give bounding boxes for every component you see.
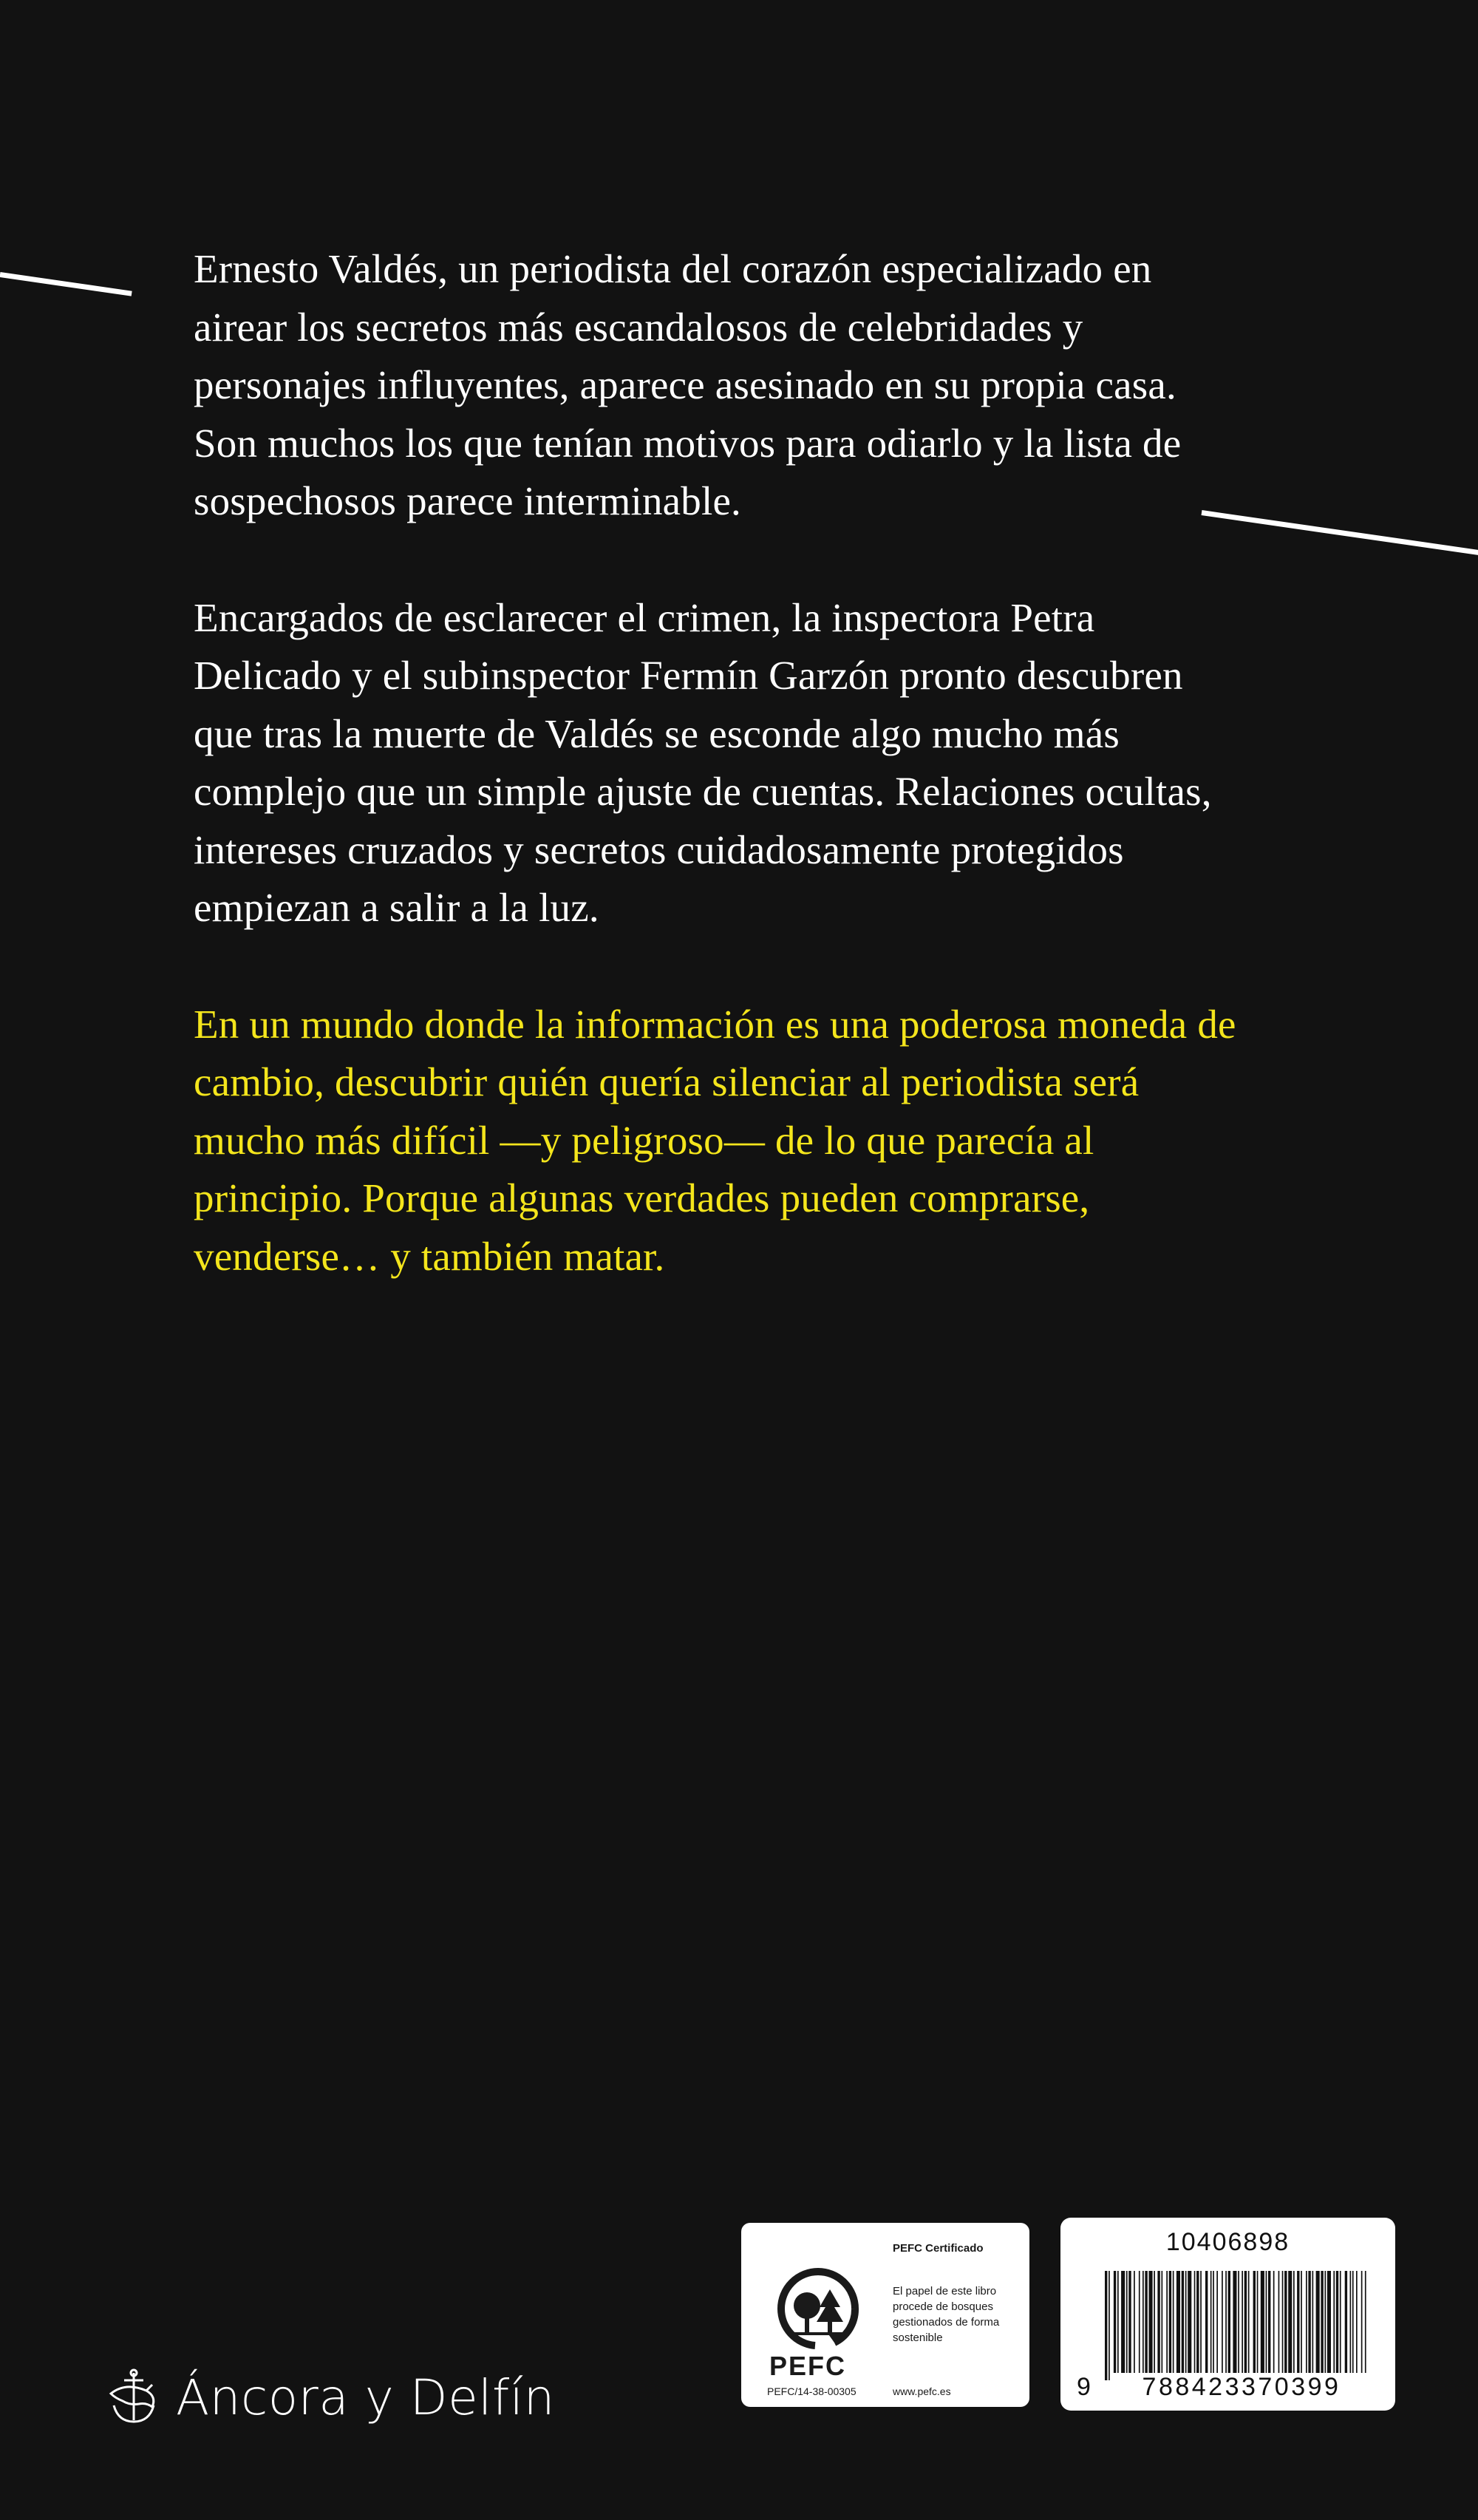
barcode-bar [1301,2271,1302,2380]
barcode-bar [1242,2271,1243,2380]
barcode-bar [1238,2271,1239,2380]
blurb-paragraph-3: En un mundo donde la información es una poderosa moneda de cambio, descubrir quién quería silenciar al periodista será mucho más difícil —y peligroso— de lo que parecía al principio. Porque algunas verdades pueden comprarse, venderse… y también matar. [194,1001,1236,1279]
barcode-bar [1117,2271,1119,2380]
barcode-bar [1282,2271,1284,2380]
barcode-bar [1162,2271,1163,2380]
barcode-bar [1188,2271,1191,2380]
barcode-bar [1306,2271,1307,2380]
publisher-name: Áncora y Delfín [176,2368,555,2426]
barcode-bar [1216,2271,1218,2380]
barcode-bar [1308,2271,1310,2380]
decorative-slash-left [0,272,132,296]
barcode-bar [1336,2271,1338,2380]
barcode-bar [1333,2271,1335,2380]
pefc-code: PEFC/14-38-00305 [767,2385,857,2397]
barcode-first-digit: 9 [1077,2373,1091,2401]
barcode-bar [1157,2271,1159,2380]
barcode-bar [1261,2271,1264,2380]
barcode-bar [1176,2271,1180,2380]
barcode-bar [1350,2271,1352,2380]
back-cover-blurb [194,240,1243,1286]
barcode-bar [1352,2271,1354,2380]
barcode-bar [1222,2271,1223,2380]
barcode-digits: 788423370399 [1112,2373,1371,2401]
barcode-bar [1316,2271,1320,2380]
barcode-bar [1244,2271,1247,2380]
barcode-bar [1166,2271,1168,2380]
barcode-bar [1200,2271,1202,2380]
barcode-bar [1361,2271,1363,2380]
barcode-bar [1273,2271,1275,2380]
barcode-bar [1253,2271,1256,2380]
barcode-bar [1149,2271,1153,2380]
barcode-bar [1128,2271,1131,2380]
barcode-bar [1268,2271,1270,2380]
barcode-bar [1173,2271,1174,2380]
barcode-bar [1233,2271,1236,2380]
barcode-bar [1108,2271,1110,2380]
barcode-bar [1182,2271,1184,2380]
blurb-paragraph-2: Encargados de esclarecer el crimen, la inspectora Petra Delicado y el subinspector Fermín Garzón pronto descubren que tras la muerte de Valdés se esconde algo mucho más complejo que un simple ajuste de cuentas. Relaciones ocultas, intereses cruzados y secretos cuidadosamente protegidos empiezan a salir a la luz. [194,594,1212,930]
barcode-bars [1105,2271,1367,2380]
isbn-barcode-label [1060,2218,1395,2411]
barcode-top-number: 10406898 [1165,2228,1290,2256]
barcode-bar [1293,2271,1295,2380]
barcode-bar [1142,2271,1144,2380]
barcode-bar [1154,2271,1155,2380]
blurb-paragraph-1: Ernesto Valdés, un periodista del corazón especializado en airear los secretos más escandalosos de celebridades y personajes influyentes, aparece asesinado en su propia casa. Son muchos los que tenían motivos para odiarlo y la lista de sospechosos parece interminable. [194,246,1182,523]
barcode-bar [1321,2271,1323,2380]
barcode-bar [1327,2271,1331,2380]
barcode-bar [1145,2271,1147,2380]
barcode-bar [1266,2271,1267,2380]
barcode-bar [1185,2271,1187,2380]
pefc-description: El papel de este libro procede de bosques gestionados de forma sostenible [893,2285,1000,2344]
barcode-bar [1278,2271,1280,2380]
barcode-bar [1213,2271,1214,2380]
pefc-certification-label [741,2223,1029,2407]
pefc-brand: PEFC [769,2351,847,2381]
barcode-bar [1288,2271,1292,2380]
barcode-bar [1225,2271,1227,2380]
barcode-bar [1312,2271,1314,2380]
barcode-bar [1248,2271,1250,2380]
pefc-trees-icon [766,2264,870,2353]
barcode-bar [1134,2271,1135,2380]
barcode-bar [1284,2271,1287,2380]
barcode-bar [1196,2271,1199,2380]
barcode-bar [1114,2271,1116,2380]
barcode-bar [1340,2271,1341,2380]
barcode-bar [1121,2271,1125,2380]
pefc-title: PEFC Certificado [893,2242,984,2255]
barcode-bar [1325,2271,1327,2380]
barcode-bar [1297,2271,1299,2380]
barcode-bar [1169,2271,1171,2380]
barcode-bar [1210,2271,1212,2380]
barcode-bar [1365,2271,1366,2380]
barcode-bar [1139,2271,1140,2380]
anchor-dolphin-logo-icon [103,2367,164,2428]
barcode-bar [1205,2271,1208,2380]
barcode-bar [1126,2271,1128,2380]
barcode-bar [1257,2271,1259,2380]
barcode-bar [1345,2271,1347,2380]
barcode-bar [1105,2271,1107,2380]
pefc-url: www.pefc.es [893,2385,951,2397]
barcode-bar [1356,2271,1358,2380]
publisher-imprint [103,2357,555,2438]
barcode-bar [1228,2271,1230,2380]
barcode-bar [1194,2271,1196,2380]
